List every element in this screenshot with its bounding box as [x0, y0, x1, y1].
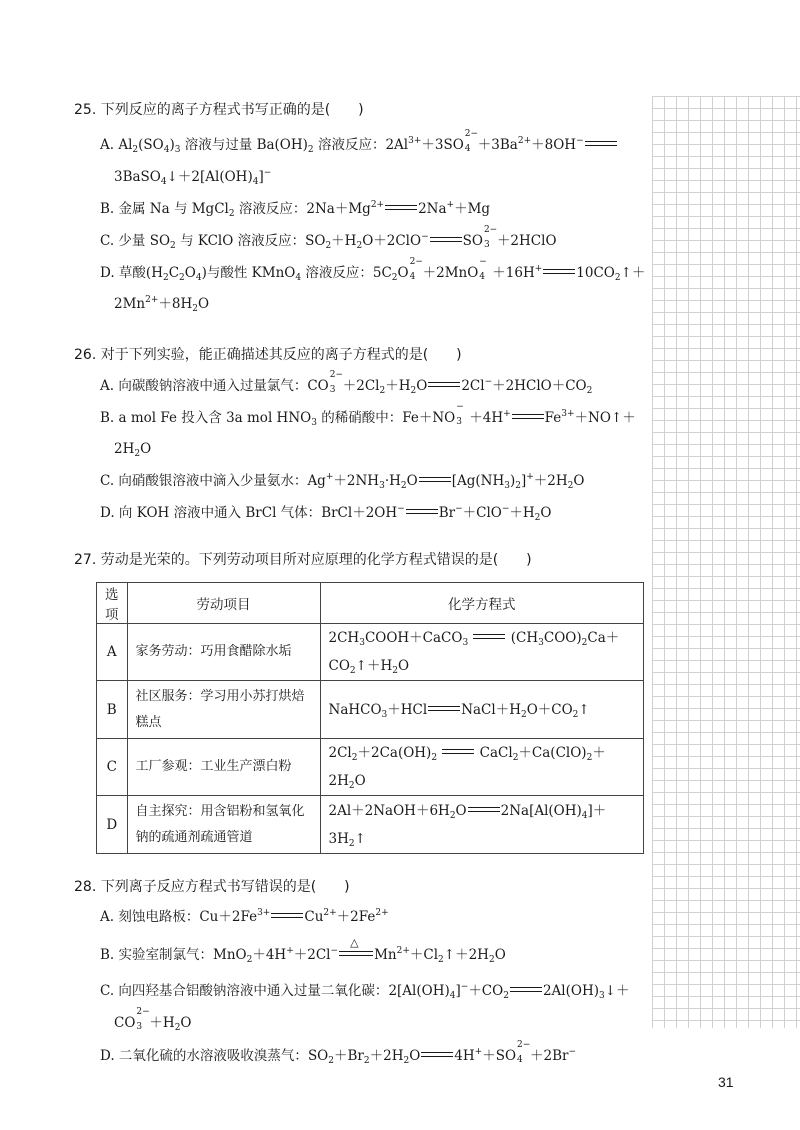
q28-option-a: A. 刻蚀电路板：$Cu+2Fe^{3+}$ $Cu^{2+}+2Fe^{2+}$ [100, 908, 389, 925]
q28-stem: 28. 下列离子反应方程式书写错误的是( ) [74, 879, 350, 895]
row-labor-item: 社区服务：学习用小苏打烘焙糕点 [127, 681, 320, 739]
header-equation: 化学方程式 [320, 583, 644, 624]
q25-option-d-cont: $2Mn^{2+}+8H_2O$ [114, 295, 210, 314]
table-row [97, 796, 644, 854]
table-row [97, 624, 644, 681]
row-labor-item: 工厂参观：工业生产漂白粉 [127, 739, 320, 796]
row-option: A [97, 624, 128, 681]
q27-stem: 27. 劳动是光荣的。下列劳动项目所对应原理的化学方程式错误的是( ) [74, 552, 532, 568]
header-option: 选项 [97, 583, 128, 624]
q27-table [96, 582, 644, 854]
q25-option-b: B. 金属 Na 与 MgCl$_2$ 溶液反应：$2Na+Mg^{2+}$ 2Na+＋Mg [100, 200, 491, 219]
q26-option-b-cont: $2H_2O$ [114, 441, 152, 459]
q25-stem: 25. 下列反应的离子方程式书写正确的是( ) [74, 102, 364, 118]
q25-option-c: C. 少量 $SO_2$ 与 KClO 溶液反应：$SO_2+H_2O+2ClO^-$ SO 2− 3 ＋2HClO [100, 225, 557, 251]
q26-option-d: D. 向 KOH 溶液中通入 BrCl 气体：BrCl＋2OH− $Br^-+ClO^-+H_2O$ [100, 504, 552, 523]
margin-grid [652, 96, 800, 1028]
q28-option-c: C. 向四羟基合铝酸钠溶液中通入过量二氧化碳：$2[Al(OH)_4]^-+CO_2$ $2Al(OH)_3↓+$ [100, 982, 630, 1001]
row-equation: $2Al+2NaOH+6H_2O$ $2Na[Al(OH)_4]+3H_2↑$ [320, 796, 644, 854]
row-option: B [97, 681, 128, 739]
q25-option-d: D. 草酸$(H_2C_2O_4)$与酸性 KMnO$_4$ 溶液反应：$5C_2O$ 2− 4 ＋2MnO − 4 ＋16H+ $10CO_2↑+$ [100, 257, 646, 283]
row-equation: $2CH_3COOH+CaCO_3$ $(CH_3COO)_2Ca+$ $CO_2↑+H_2O$ [320, 624, 644, 681]
q26-option-c: C. 向硝酸银溶液中滴入少量氨水：$Ag^++2NH_3\cdot H_2O$ $[Ag(NH_3)_2]^++2H_2O$ [100, 472, 585, 491]
q28-option-d: D. 二氧化硫的水溶液吸收溴蒸气：$SO_2+Br_2+2H_2O$ 4H+＋SO 2− 4 ＋2Br− [100, 1040, 577, 1066]
row-option: C [97, 739, 128, 796]
page-number: 31 [718, 1074, 734, 1090]
q25-option-a-cont: $3BaSO_4↓+2[Al(OH)_4]^-$ [114, 168, 272, 187]
q26-option-b: B. a mol Fe 投入含 3a mol $HNO_3$ 的稀硝酸中：Fe＋NO − 3 ＋4H+ $Fe^{3+}+NO↑+$ [100, 402, 636, 428]
header-labor-item: 劳动项目 [127, 583, 320, 624]
table-row [97, 681, 644, 739]
q26-option-a: A. 向碳酸钠溶液中通入过量氯气：CO 2− 3 $+2Cl_2+H_2O$ $2Cl^-+2HClO+CO_2$ [100, 370, 593, 396]
table-row [97, 739, 644, 796]
table-header-row [97, 583, 644, 624]
row-labor-item: 自主探究：用含铝粉和氢氧化钠的疏通剂疏通管道 [127, 796, 320, 854]
q25-option-a: A. $Al_2(SO_4)_3$ 溶液与过量 $Ba(OH)_2$ 溶液反应：$2Al^{3+}+3SO$ 2− 4 $+3Ba^{2+}+8OH^-$ [100, 135, 618, 155]
row-option: D [97, 796, 128, 854]
row-equation: $2Cl_2+2Ca(OH)_2$ $CaCl_2+Ca(ClO)_2+$ $2H_2O$ [320, 739, 644, 796]
heat-triangle-icon: △ [350, 936, 359, 949]
q26-stem: 26. 对于下列实验，能正确描述其反应的离子方程式的是( ) [74, 347, 462, 363]
row-equation: NaHCO$_3$＋HCl $NaCl+H_2O+CO_2↑$ [320, 681, 644, 739]
row-labor-item: 家务劳动：巧用食醋除水垢 [127, 624, 320, 681]
q28-option-c-cont: CO 2− 3 $+H_2O$ [114, 1007, 192, 1033]
q28-option-b: B. 实验室制氯气：MnO$_2$＋4H+＋2Cl− △ $Mn^{2+}+Cl_2↑+2H_2O$ [100, 936, 506, 965]
